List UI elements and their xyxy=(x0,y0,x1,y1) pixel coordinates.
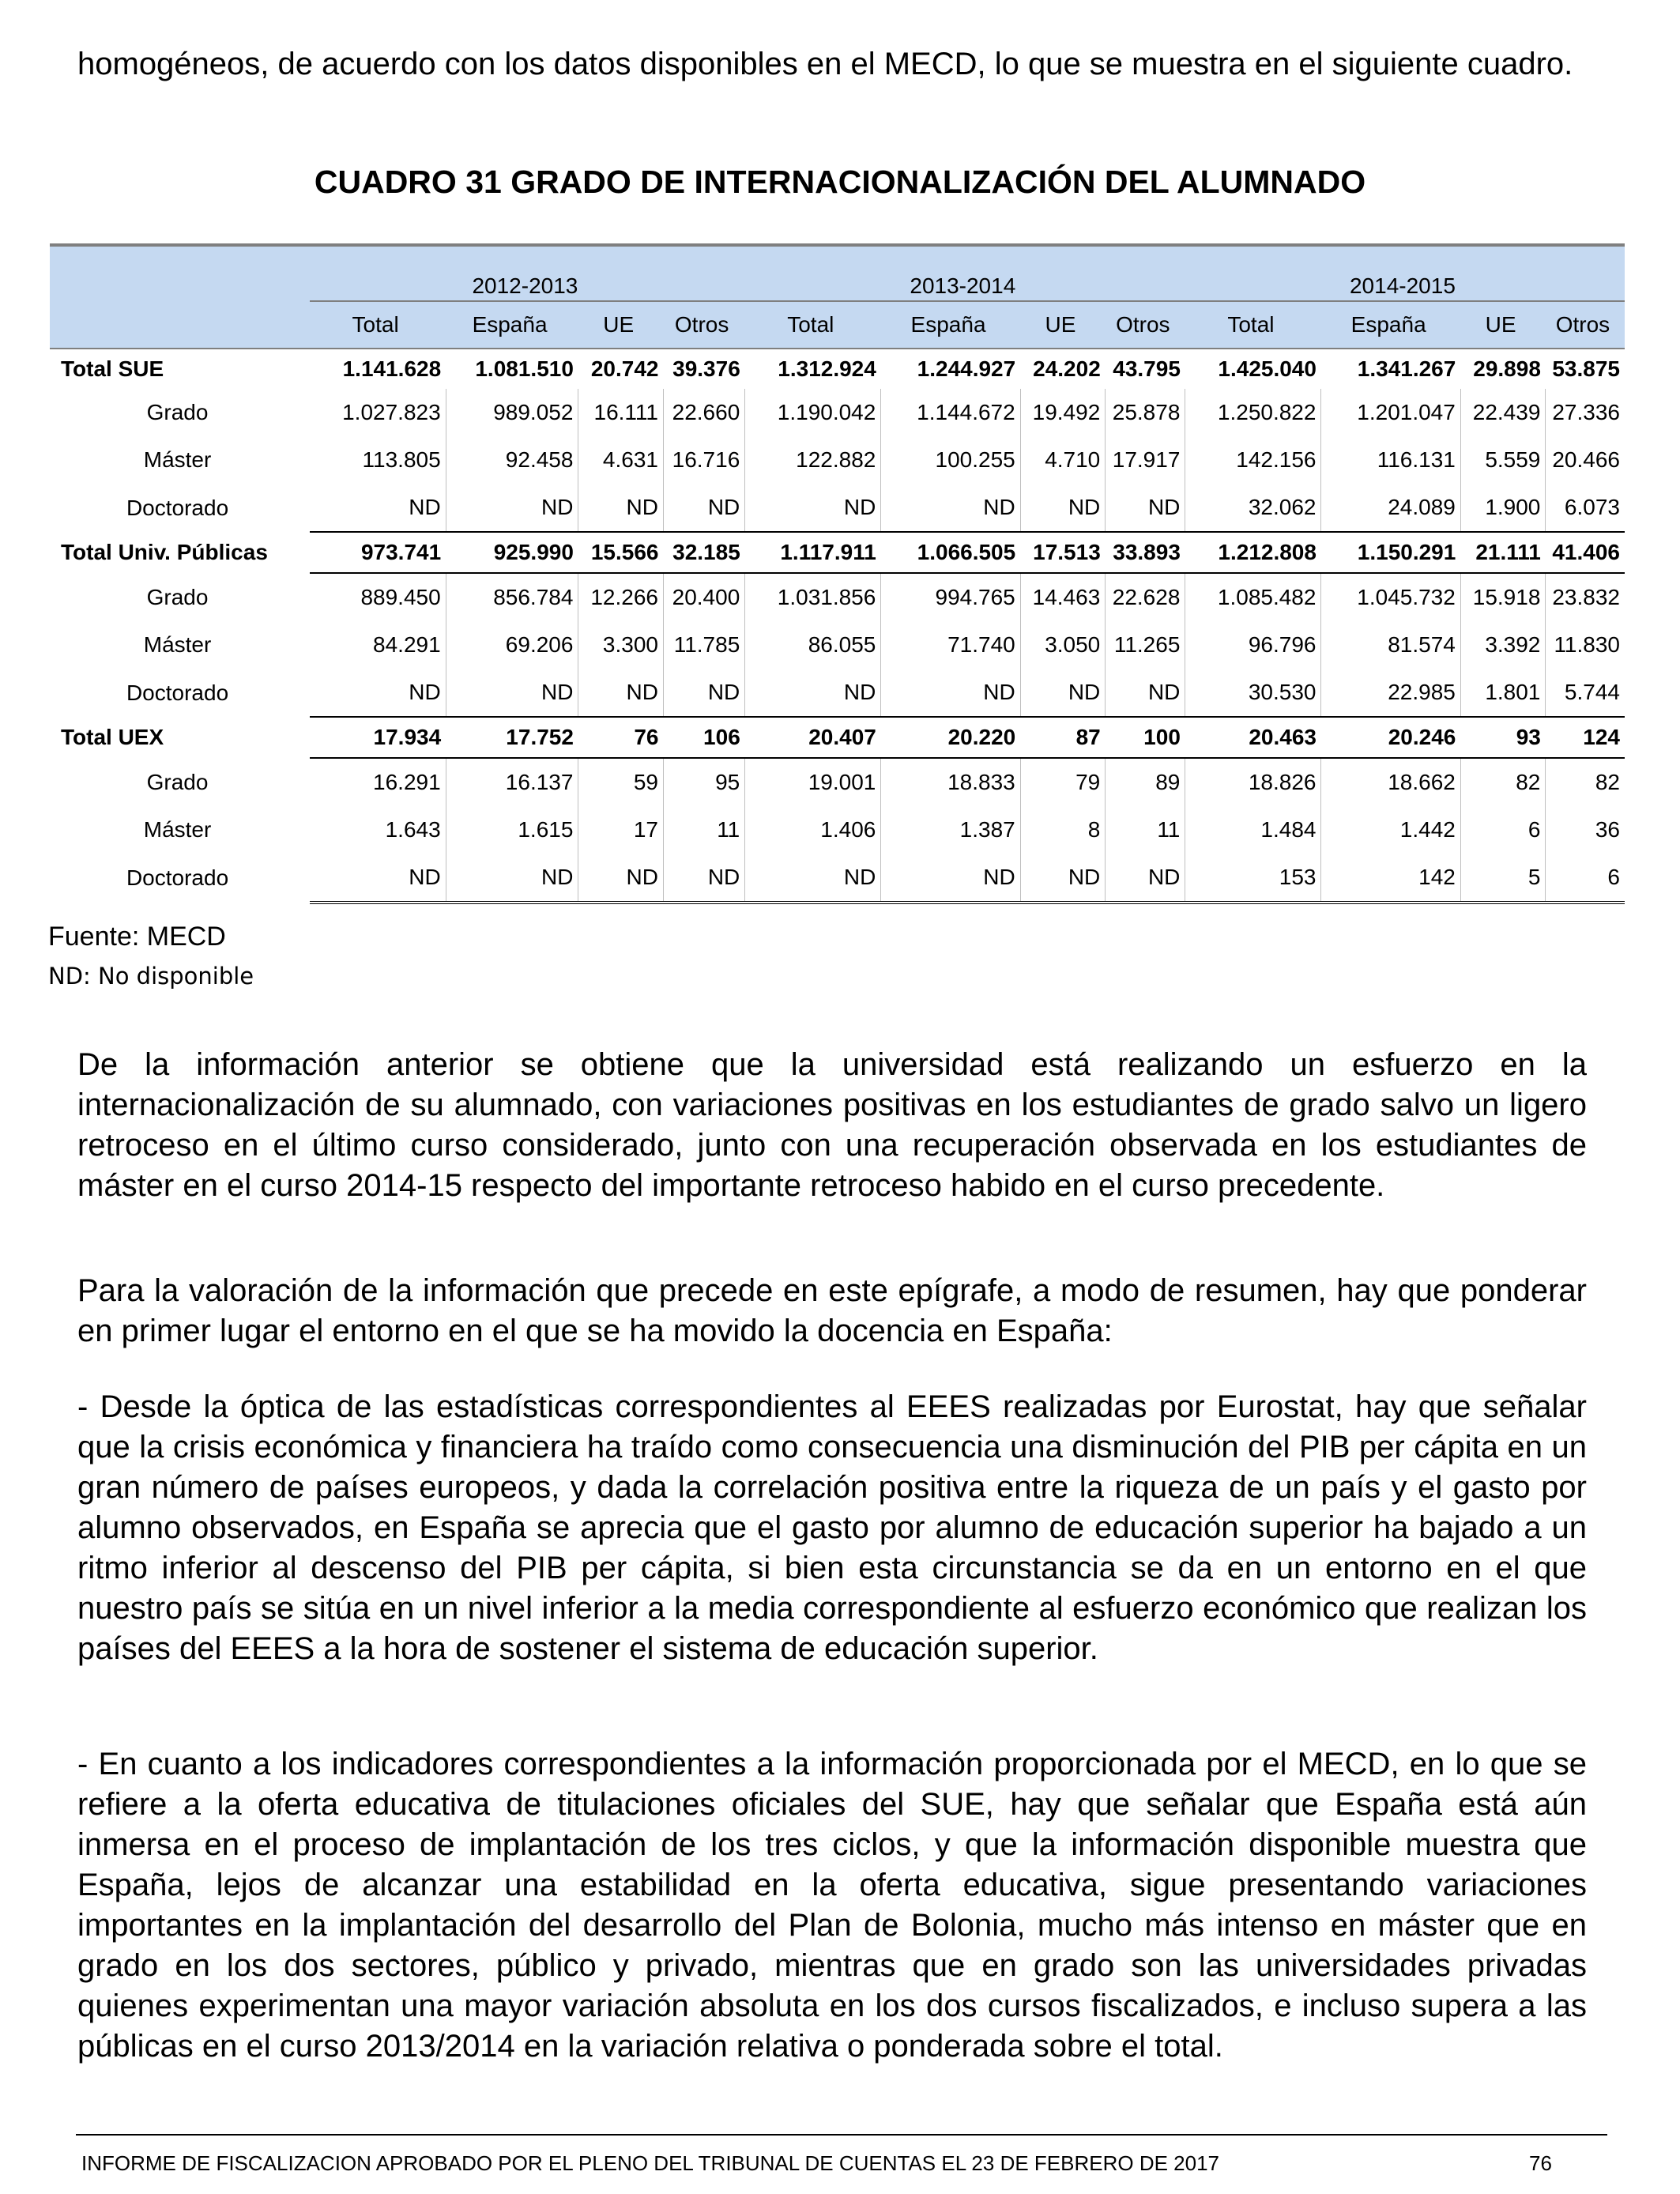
table-cell: 53.875 xyxy=(1552,356,1620,381)
intro-paragraph: homogéneos, de acuerdo con los datos disponibles en el MECD, lo que se muestra en el siguiente cuadro. xyxy=(77,47,1573,81)
body-paragraph: Para la valoración de la información que precede en este epígrafe, a modo de resumen, hay que ponderar en primer lugar el entorno en el que se ha movido la docencia en España: xyxy=(77,1273,1587,1348)
table-cell: 19.001 xyxy=(745,758,881,806)
table-cell: 6 xyxy=(1460,806,1546,854)
table-cell: ND xyxy=(446,484,578,532)
table-cell: 21.111 xyxy=(1460,532,1546,573)
table-cell: 59 xyxy=(578,758,664,806)
table-cell: 95 xyxy=(663,758,744,806)
table-cell: 82 xyxy=(1595,770,1620,794)
table-row xyxy=(50,669,1625,717)
table-cell: 27.336 xyxy=(1552,400,1620,424)
table-cell: 1.085.482 xyxy=(1185,573,1321,621)
page-number: 76 xyxy=(1529,2151,1552,2175)
table-cell: 11.265 xyxy=(1106,621,1185,669)
table-cell: 15.918 xyxy=(1460,573,1546,621)
table-cell: 79 xyxy=(1020,758,1106,806)
table-cell: 15.566 xyxy=(578,532,664,573)
table-cell: 87 xyxy=(1020,717,1106,758)
table-cell: 11 xyxy=(663,806,744,854)
table-cell: 18.662 xyxy=(1321,758,1460,806)
row-label: Doctorado xyxy=(126,495,229,520)
table-cell: 856.784 xyxy=(446,573,578,621)
table-cell: 89 xyxy=(1106,758,1185,806)
table-cell: 32.062 xyxy=(1185,484,1321,532)
table-cell: 17.934 xyxy=(310,717,446,758)
table-cell: 1.144.672 xyxy=(881,389,1020,436)
column-header: UE xyxy=(1460,301,1546,349)
table-row xyxy=(50,573,1625,621)
table-cell: 20.220 xyxy=(881,717,1020,758)
column-header: Total xyxy=(1185,301,1321,349)
table-cell: ND xyxy=(578,484,664,532)
table-cell: 18.826 xyxy=(1185,758,1321,806)
table-row xyxy=(50,621,1625,669)
table-cell: 1.801 xyxy=(1460,669,1546,717)
table-cell: 3.050 xyxy=(1020,621,1106,669)
row-label: Doctorado xyxy=(126,680,229,705)
body-paragraph: - Desde la óptica de las estadísticas correspondientes al EEES realizadas por Eurostat, hay que señalar que la crisis económica y financiera ha traído como consecuencia una disminución del PIB per cápita en un gran número de países europeos, y dada la correlación positiva entre la riqueza de un país y el gasto por alumno observados, en España se aprecia que el gasto por alumno de educación superior ha bajado a un ritmo inferior al descenso del PIB per cápita, si bien esta circunstancia se da en un entorno en el que nuestro país se sitúa en un nivel inferior a la media correspondiente al esfuerzo económico que realizan los países del EEES a la hora de sostener el sistema de educación superior. xyxy=(77,1389,1587,1666)
year-header: 2012-2013 xyxy=(310,245,745,301)
table-cell: 1.406 xyxy=(745,806,881,854)
table-cell: 994.765 xyxy=(881,573,1020,621)
header-corner xyxy=(50,301,310,349)
table-cell: 22.985 xyxy=(1321,669,1460,717)
table-total-row xyxy=(50,532,1625,573)
table-cell: 30.530 xyxy=(1185,669,1321,717)
table-cell: ND xyxy=(663,669,744,717)
column-header: España xyxy=(446,301,578,349)
table-cell: 96.796 xyxy=(1185,621,1321,669)
table-cell: 20.400 xyxy=(663,573,744,621)
table-cell: 17.513 xyxy=(1020,532,1106,573)
table-cell: 8 xyxy=(1020,806,1106,854)
row-label: Máster xyxy=(143,632,212,657)
table-cell: 1.190.042 xyxy=(745,389,881,436)
internationalization-table xyxy=(50,243,1625,904)
footer-text: INFORME DE FISCALIZACION APROBADO POR EL PLENO DEL TRIBUNAL DE CUENTAS EL 23 DE FEBRERO DE 2017 xyxy=(81,2151,1220,2175)
table-cell: 1.244.927 xyxy=(917,356,1016,381)
table-cell: 14.463 xyxy=(1020,573,1106,621)
table-cell: 16.111 xyxy=(578,389,664,436)
table-cell: ND xyxy=(1106,669,1185,717)
table-cell: ND xyxy=(745,669,881,717)
body-paragraph: De la información anterior se obtiene que la universidad está realizando un esfuerzo en la internacionalización de su alumnado, con variaciones positivas en los estudiantes de grado salvo un ligero retroceso en el último curso considerado, junto con una recuperación observada en los estudiantes de máster en el curso 2014-15 respecto del importante retroceso habido en el curso precedente. xyxy=(77,1047,1587,1203)
table-cell: 76 xyxy=(578,717,664,758)
table-cell: 1.027.823 xyxy=(310,389,446,436)
table-cell: ND xyxy=(310,669,446,717)
table-cell: 20.463 xyxy=(1185,717,1321,758)
table-cell: 1.387 xyxy=(881,806,1020,854)
table-row xyxy=(50,389,1625,436)
table-row xyxy=(50,854,1625,903)
row-label: Grado xyxy=(146,400,209,424)
table-cell: 32.185 xyxy=(663,532,744,573)
table-cell: 11 xyxy=(1106,806,1185,854)
table-cell: 5.744 xyxy=(1546,669,1625,717)
subheader-row xyxy=(50,301,1625,349)
table-cell: 124 xyxy=(1546,717,1625,758)
table-cell: 16.716 xyxy=(663,436,744,484)
table-cell: 11.785 xyxy=(663,621,744,669)
table-cell: ND xyxy=(310,484,446,532)
table-cell: 925.990 xyxy=(446,532,578,573)
table-cell: 29.898 xyxy=(1473,356,1541,381)
table-cell: 106 xyxy=(663,717,744,758)
table-cell: 973.741 xyxy=(310,532,446,573)
table-cell: 100.255 xyxy=(881,436,1020,484)
column-header: Otros xyxy=(1106,301,1185,349)
table-cell: 3.300 xyxy=(578,621,664,669)
table-cell: 25.878 xyxy=(1106,389,1185,436)
table-cell: 1.615 xyxy=(446,806,578,854)
table-cell: 20.407 xyxy=(745,717,881,758)
table-cell: 100 xyxy=(1106,717,1185,758)
table-cell: 11.830 xyxy=(1554,632,1620,657)
table-cell: 1.150.291 xyxy=(1321,532,1460,573)
table-cell: ND xyxy=(881,669,1020,717)
table-row xyxy=(50,806,1625,854)
table-cell: 1.312.924 xyxy=(778,356,876,381)
table-source: Fuente: MECD xyxy=(48,922,226,952)
table-cell: 1.643 xyxy=(310,806,446,854)
table-cell: ND xyxy=(881,484,1020,532)
table-cell: 69.206 xyxy=(446,621,578,669)
table-cell: 81.574 xyxy=(1321,621,1460,669)
table-cell: 17.917 xyxy=(1106,436,1185,484)
table-cell: 1.484 xyxy=(1185,806,1321,854)
table-nd-note: ND: No disponible xyxy=(48,963,254,990)
table-cell: ND xyxy=(745,854,881,903)
table-cell: 17 xyxy=(578,806,664,854)
table-cell: 43.795 xyxy=(1113,356,1181,381)
table-cell: 889.450 xyxy=(310,573,446,621)
table-total-row xyxy=(50,717,1625,758)
header-corner xyxy=(50,245,310,301)
table-cell: 22.660 xyxy=(663,389,744,436)
table-cell: 17.752 xyxy=(446,717,578,758)
table-cell: 6.073 xyxy=(1546,484,1625,532)
table-cell: 92.458 xyxy=(446,436,578,484)
table-row xyxy=(50,758,1625,806)
table-row xyxy=(50,436,1625,484)
table-cell: 84.291 xyxy=(310,621,446,669)
column-header: Otros xyxy=(663,301,744,349)
table-cell: 18.833 xyxy=(881,758,1020,806)
table-cell: 4.631 xyxy=(578,436,664,484)
table-cell: ND xyxy=(1020,669,1106,717)
table-cell: 1.212.808 xyxy=(1185,532,1321,573)
table-cell: ND xyxy=(1020,854,1106,903)
table-cell: 1.081.510 xyxy=(475,356,574,381)
table-cell: 12.266 xyxy=(578,573,664,621)
column-header: Otros xyxy=(1546,301,1625,349)
column-header: UE xyxy=(1020,301,1106,349)
table-cell: 36 xyxy=(1595,817,1620,842)
table-cell: ND xyxy=(881,854,1020,903)
column-header: Total xyxy=(745,301,881,349)
table-cell: 1.045.732 xyxy=(1321,573,1460,621)
table-cell: ND xyxy=(578,854,664,903)
table-cell: 23.832 xyxy=(1552,585,1620,609)
table-cell: 113.805 xyxy=(310,436,446,484)
table-cell: ND xyxy=(1106,484,1185,532)
table-cell: ND xyxy=(663,484,744,532)
table-cell: 20.466 xyxy=(1552,447,1620,472)
table-cell: 989.052 xyxy=(446,389,578,436)
table-cell: 142.156 xyxy=(1185,436,1321,484)
row-label: Grado xyxy=(146,769,209,794)
table-cell: 16.291 xyxy=(310,758,446,806)
table-cell: 1.201.047 xyxy=(1321,389,1460,436)
year-header: 2013-2014 xyxy=(745,245,1185,301)
table-cell: 1.031.856 xyxy=(745,573,881,621)
row-label: Total Univ. Públicas xyxy=(61,540,268,564)
table-cell: ND xyxy=(578,669,664,717)
table-cell: 22.439 xyxy=(1460,389,1546,436)
table-row xyxy=(50,484,1625,532)
table-cell: 22.628 xyxy=(1106,573,1185,621)
table-cell: 1.066.505 xyxy=(881,532,1020,573)
table-cell: 33.893 xyxy=(1106,532,1185,573)
table-cell: 116.131 xyxy=(1321,436,1460,484)
row-label: Total SUE xyxy=(61,356,164,381)
row-label: Doctorado xyxy=(126,865,229,890)
table-cell: 1.442 xyxy=(1321,806,1460,854)
row-label: Máster xyxy=(143,447,212,472)
table-cell: 1.900 xyxy=(1460,484,1546,532)
year-header-row xyxy=(50,245,1625,301)
table-cell: 1.341.267 xyxy=(1357,356,1456,381)
row-label: Grado xyxy=(146,584,209,609)
footer-divider xyxy=(76,2134,1607,2136)
column-header: España xyxy=(881,301,1020,349)
table-cell: ND xyxy=(1106,854,1185,903)
table-cell: 4.710 xyxy=(1020,436,1106,484)
table-cell: 1.250.822 xyxy=(1185,389,1321,436)
table-cell: 1.425.040 xyxy=(1218,356,1317,381)
table-cell: 5 xyxy=(1460,854,1546,903)
column-header: España xyxy=(1321,301,1460,349)
table-cell: ND xyxy=(446,854,578,903)
table-cell: 3.392 xyxy=(1460,621,1546,669)
table-cell: 1.141.628 xyxy=(342,356,442,381)
row-label: Total UEX xyxy=(61,725,164,749)
table-cell: 39.376 xyxy=(672,356,740,381)
table-cell: 41.406 xyxy=(1546,532,1625,573)
table-total-row xyxy=(50,349,1625,389)
table-cell: 86.055 xyxy=(745,621,881,669)
table-cell: ND xyxy=(1020,484,1106,532)
table-cell: 20.742 xyxy=(590,356,659,381)
table-cell: 1.117.911 xyxy=(745,532,881,573)
table-cell: 16.137 xyxy=(446,758,578,806)
column-header: UE xyxy=(578,301,664,349)
table-cell: 6 xyxy=(1546,854,1625,903)
table-cell: 93 xyxy=(1460,717,1546,758)
row-label: Máster xyxy=(143,817,212,842)
table-cell: 24.202 xyxy=(1033,356,1101,381)
table-cell: ND xyxy=(663,854,744,903)
table-cell: 5.559 xyxy=(1460,436,1546,484)
table-cell: ND xyxy=(745,484,881,532)
table-cell: 122.882 xyxy=(745,436,881,484)
table-cell: 20.246 xyxy=(1321,717,1460,758)
year-header: 2014-2015 xyxy=(1185,245,1625,301)
body-paragraph: - En cuanto a los indicadores correspondientes a la información proporcionada por el MECD, en lo que se refiere a la oferta educativa de titulaciones oficiales del SUE, hay que señalar que España está aún inmersa en el proceso de implantación de los tres ciclos, y que la información disponible muestra que España, lejos de alcanzar una estabilidad en la oferta educativa, sigue presentando variaciones importantes en la implantación del desarrollo del Plan de Bolonia, mucho más intenso en máster que en grado en los dos sectores, público y privado, mientras que en grado son las universidades privadas quienes experimentan una mayor variación absoluta en los dos cursos fiscalizados, e incluso supera a las públicas en el curso 2013/2014 en la variación relativa o ponderada sobre el total. xyxy=(77,1747,1587,2064)
table-cell: ND xyxy=(310,854,446,903)
table-cell: 142 xyxy=(1321,854,1460,903)
table-title: CUADRO 31 GRADO DE INTERNACIONALIZACIÓN DEL ALUMNADO xyxy=(314,164,1366,200)
table-cell: 153 xyxy=(1185,854,1321,903)
table-cell: 19.492 xyxy=(1020,389,1106,436)
table-cell: 82 xyxy=(1460,758,1546,806)
table-cell: 24.089 xyxy=(1321,484,1460,532)
column-header: Total xyxy=(310,301,446,349)
table-cell: 71.740 xyxy=(881,621,1020,669)
table-cell: ND xyxy=(446,669,578,717)
